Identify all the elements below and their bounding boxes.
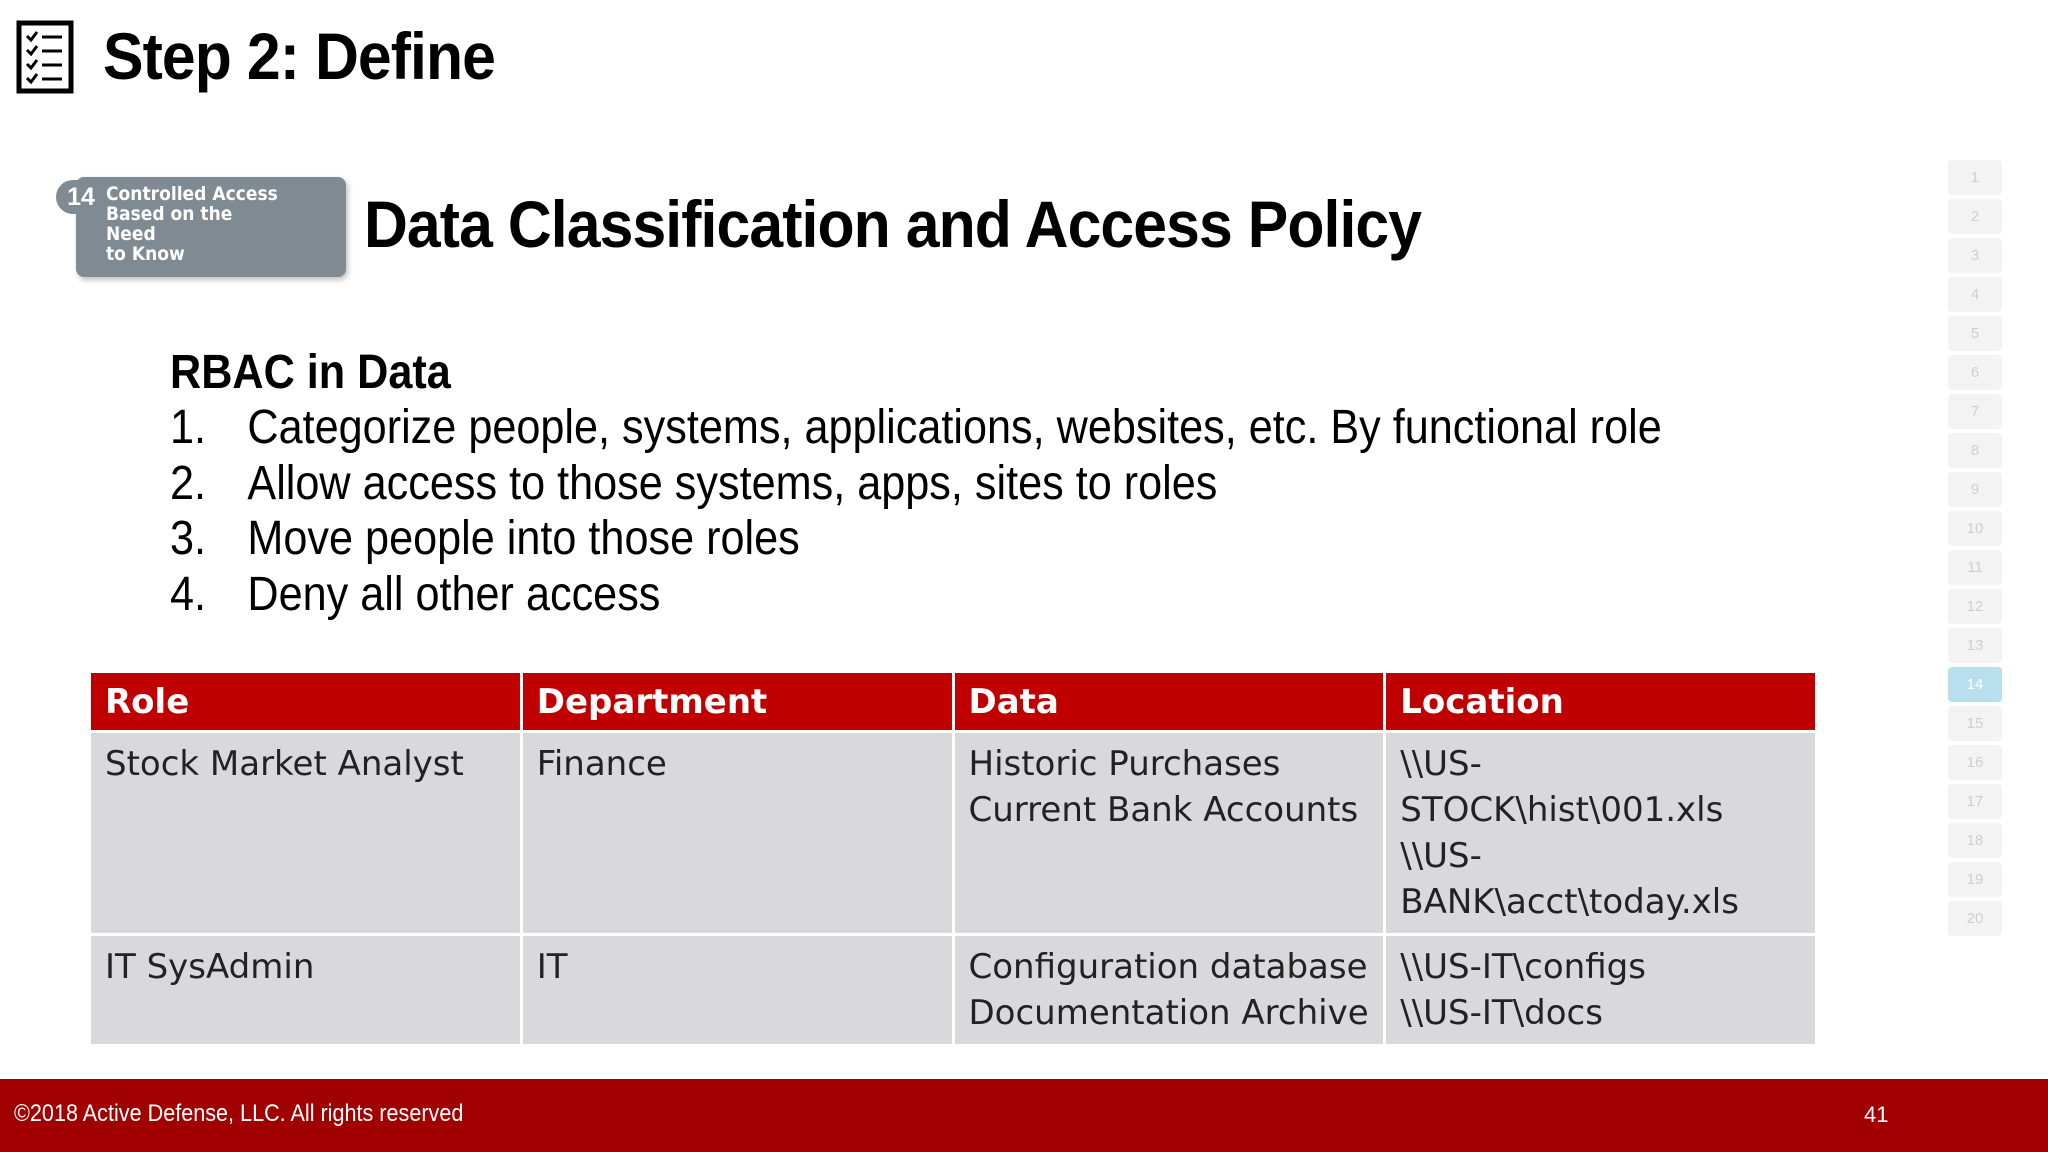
- list-item: [170, 456, 1662, 512]
- numbered-list: [170, 400, 1827, 622]
- nav-item-17[interactable]: 17: [1948, 784, 2002, 819]
- header-role: Role: [90, 672, 522, 732]
- list-item-number: 3.: [170, 512, 207, 565]
- list-item: [170, 567, 1662, 623]
- cell-department: Finance: [521, 732, 953, 935]
- cell-location: \\US-IT\configs \\US-IT\docs: [1385, 935, 1817, 1046]
- list-item-number: 2.: [170, 456, 207, 510]
- checklist-icon: [16, 20, 74, 94]
- nav-item-1[interactable]: 1: [1948, 160, 2002, 195]
- nav-item-19[interactable]: 19: [1948, 862, 2002, 897]
- table-row: [90, 935, 1817, 1046]
- cell-data: Historic Purchases Current Bank Accounts: [953, 732, 1385, 935]
- copyright-text: ©2018 Active Defense, LLC. All rights reserved: [14, 1100, 464, 1127]
- subheading: RBAC in Data: [170, 346, 451, 399]
- badge-number: 14: [56, 180, 106, 214]
- cell-location: \\US-STOCK\hist\001.xls \\US-BANK\acct\today.xls: [1385, 732, 1817, 935]
- header-data: Data: [953, 672, 1385, 732]
- page-number: 41: [1864, 1102, 1889, 1127]
- nav-item-18[interactable]: 18: [1948, 823, 2002, 858]
- list-item-number: 4.: [170, 567, 207, 621]
- badge-text: Controlled Access Based on the Need to Know: [106, 183, 278, 265]
- list-item-text: Allow access to those systems, apps, sites to roles: [247, 456, 1218, 510]
- nav-item-11[interactable]: 11: [1948, 550, 2002, 585]
- nav-item-10[interactable]: 10: [1948, 511, 2002, 546]
- page-title: Step 2: Define: [103, 19, 496, 93]
- nav-item-7[interactable]: 7: [1948, 394, 2002, 429]
- nav-item-15[interactable]: 15: [1948, 706, 2002, 741]
- nav-item-2[interactable]: 2: [1948, 199, 2002, 234]
- list-item-number: 1.: [170, 401, 207, 454]
- nav-item-8[interactable]: 8: [1948, 433, 2002, 468]
- list-item: [170, 400, 1662, 456]
- table-header-row: [90, 672, 1817, 732]
- nav-item-4[interactable]: 4: [1948, 277, 2002, 312]
- header-location: Location: [1385, 672, 1817, 732]
- nav-item-12[interactable]: 12: [1948, 589, 2002, 624]
- nav-item-9[interactable]: 9: [1948, 472, 2002, 507]
- list-item-text: Deny all other access: [247, 567, 661, 621]
- rbac-table: [88, 670, 1818, 1047]
- cell-role: IT SysAdmin: [90, 935, 522, 1046]
- nav-item-20[interactable]: 20: [1948, 901, 2002, 936]
- nav-item-3[interactable]: 3: [1948, 238, 2002, 273]
- nav-item-16[interactable]: 16: [1948, 745, 2002, 780]
- section-title: Data Classification and Access Policy: [364, 187, 1422, 261]
- table-row: [90, 732, 1817, 935]
- cell-role: Stock Market Analyst: [90, 732, 522, 935]
- nav-item-13[interactable]: 13: [1948, 628, 2002, 663]
- nav-item-6[interactable]: 6: [1948, 355, 2002, 390]
- header-department: Department: [521, 672, 953, 732]
- list-item-text: Categorize people, systems, applications, websites, etc. By functional role: [247, 401, 1662, 454]
- nav-item-14[interactable]: 14: [1948, 667, 2002, 702]
- list-item-text: Move people into those roles: [247, 512, 800, 565]
- nav-item-5[interactable]: 5: [1948, 316, 2002, 351]
- slide-navigation: [1948, 160, 2004, 940]
- cell-department: IT: [521, 935, 953, 1046]
- cell-data: Configuration database Documentation Archive: [953, 935, 1385, 1046]
- list-item: [170, 511, 1662, 567]
